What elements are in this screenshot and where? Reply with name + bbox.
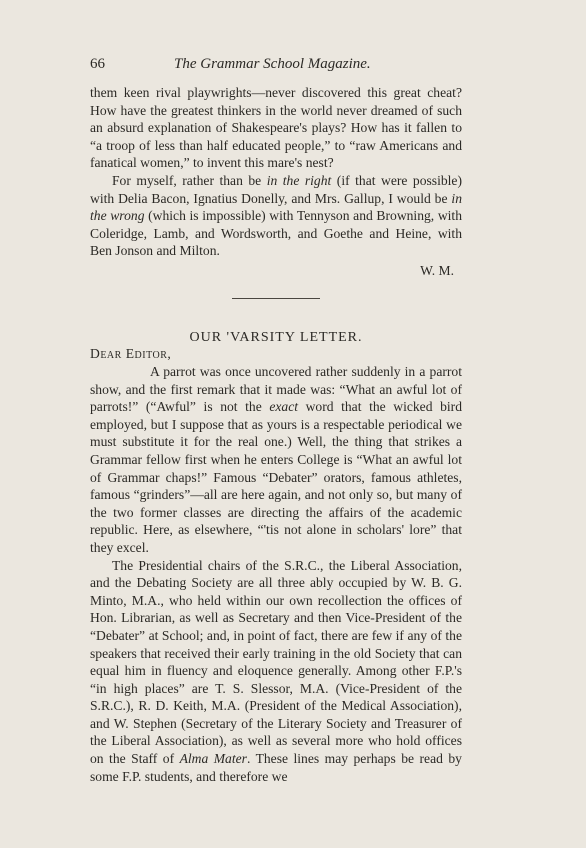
section-divider bbox=[232, 298, 320, 299]
emphasis-text: in the wrong bbox=[90, 190, 462, 224]
emphasis-text: exact bbox=[269, 399, 299, 415]
salutation: Dear Editor, bbox=[90, 346, 172, 361]
article-conclusion bbox=[90, 84, 462, 280]
letter-title: OUR 'VARSITY LETTER. bbox=[189, 330, 363, 345]
page-header bbox=[90, 56, 462, 78]
letter-paragraph: A parrot was once uncovered rather suddenly in a parrot show, and the first remark that it made was: “What an awful lot of parrots!” (“Awful” is not the exact word that the wicked bird employed, but I suppose that as yours is a respectable periodical we must substitute it for the real one.) Well, the thing that strikes a Grammar fellow first when he enters College is “What an awful lot of Grammar chaps!” Famous “Debater” orators, famous athletes, famous “grinders”—all are here again, and not only so, but many of the two former classes are directing the affairs of the academic republic. Here, as elsewhere, “'tis not alone in scholars' lore” that they excel. bbox=[90, 364, 462, 555]
letter-body bbox=[90, 363, 462, 785]
article-paragraph: them keen rival playwrights—never discovered this great cheat? How have the greatest thinkers in the world never dreamed of such an absurd explanation of Shakespeare's plays? How has it fallen to “a troop of less than half educated people,” to “raw Americans and fanatical women,” to invent this mare's nest? bbox=[90, 85, 462, 171]
running-title: The Grammar School Magazine. bbox=[174, 56, 371, 72]
author-signature: W. M. bbox=[420, 262, 454, 278]
emphasis-text: in the right bbox=[266, 172, 332, 188]
letter-paragraph: The Presidential chairs of the S.R.C., the Liberal Association, and the Debating Society are all three ably occupied by W. B. G. Minto, M.A., who held within our own recollection the offices of Hon. Librarian, as well as Secretary and then Vice-President of the “Debater” at School; and, in point of fact, there are few if any of the speakers that received their early training in the old Society that can equal him in fluency and eloquence generally. Among other F.P.'s “in high places” are T. S. Slessor, M.A. (Vice-President of the S.R.C.), R. D. Keith, M.A. (President of the Medical Association), and W. Stephen (Secretary of the Literary Society and Treasurer of the Liberal Association), as well as several more who hold offices on the Staff of Alma Mater. These lines may perhaps be read by some F.P. students, and therefore we bbox=[90, 557, 462, 784]
article-paragraph: For myself, rather than be in the right (if that were possible) with Delia Bacon, Ignatius Donelly, and Mrs. Gallup, I would be in the wrong (which is impossible) with Tennyson and Browning, with Coleridge, Lamb, and Wordsworth, and Goethe and Heine, with Ben Jonson and Milton. bbox=[90, 172, 463, 259]
page-number: 66 bbox=[90, 56, 105, 72]
emphasis-text: Alma Mater bbox=[179, 751, 247, 767]
